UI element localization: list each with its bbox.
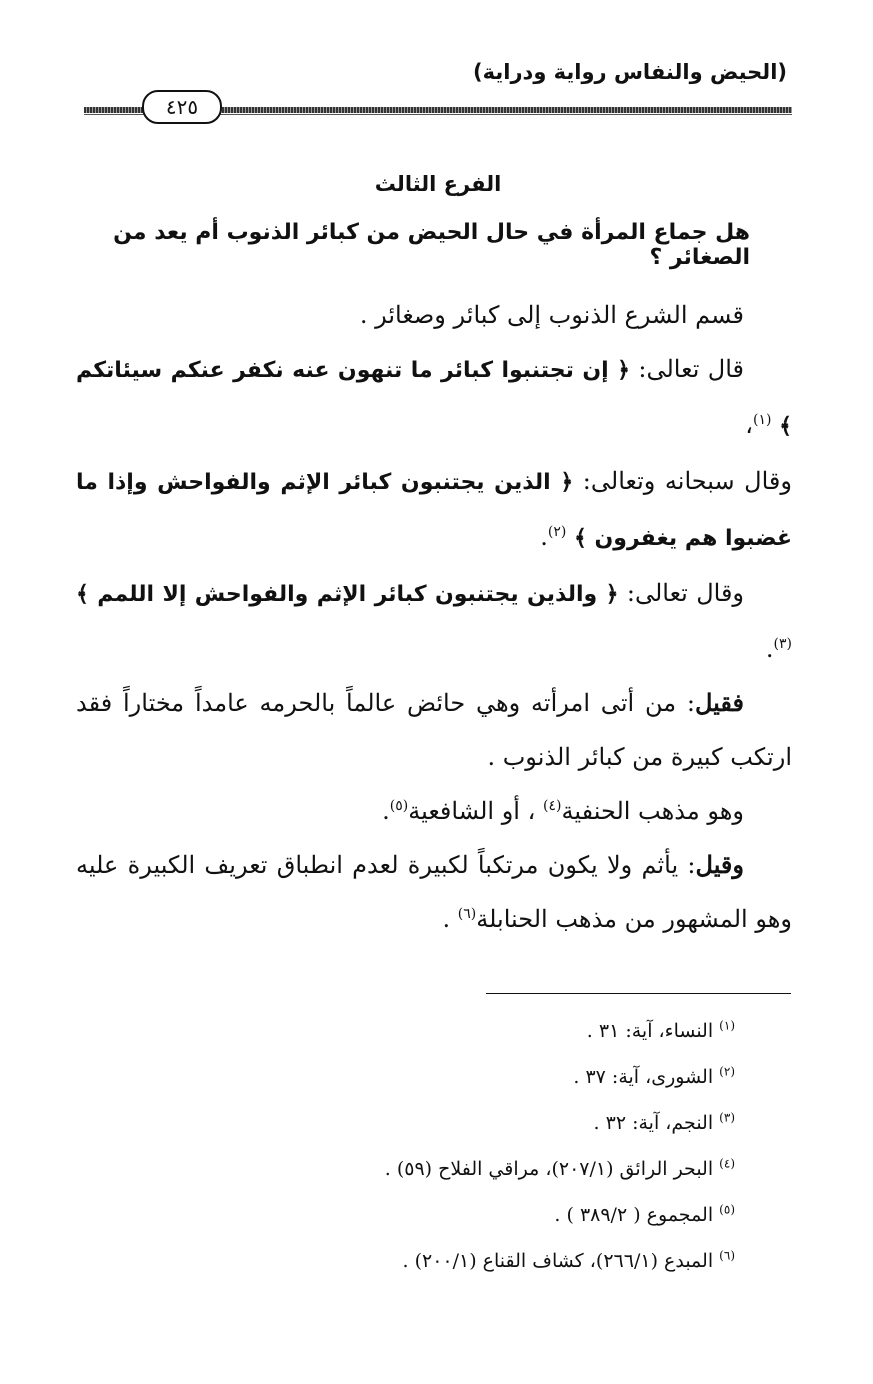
footnote-ref: (٤) [542, 798, 562, 814]
paragraph-7 [76, 838, 792, 946]
footnote-item [175, 1238, 735, 1284]
paragraph-1: قسم الشرع الذنوب إلى كبائر وصغائر . [359, 301, 744, 329]
paragraph-2 [76, 342, 792, 454]
section-question: هل جماع المرأة في حال الحيض من كبائر الذنوب أم يعد من الصغائر ؟ [113, 220, 750, 270]
page-number: ٤٢٥ [142, 90, 222, 124]
opinion-text: : من أتى امرأته وهي حائض عالماً بالحرمه عامداً مختاراً فقد ارتكب كبيرة من كبائر الذنوب . [76, 689, 792, 771]
punctuation: . [765, 635, 774, 663]
punctuation: . [540, 523, 548, 551]
footnote-ref: (٣) [773, 636, 792, 652]
footnotes [175, 1008, 735, 1284]
verse-quote: ﴿ إن تجتنبوا كبائر ما تنهون عنه نكفر عنكم سيئاتكم ﴾ [76, 358, 792, 439]
footnote-number: (٦) [719, 1248, 735, 1263]
running-header-title: (الحيض والنفاس رواية ودراية) [473, 60, 787, 84]
footnote-number: (٣) [719, 1110, 735, 1125]
footnote-item [175, 1192, 735, 1238]
footnote-text: البحر الرائق (٢٠٧/١)، مراقي الفلاح (٥٩) . [384, 1158, 714, 1180]
school-text: وهو مذهب الحنفية [561, 797, 744, 825]
footnote-number: (٢) [719, 1064, 735, 1079]
body-text [76, 288, 792, 946]
paragraph-5 [76, 676, 792, 784]
footnote-item [175, 1100, 735, 1146]
footnote-text: النساء، آية: ٣١ . [586, 1020, 714, 1042]
footnote-number: (١) [719, 1018, 735, 1033]
footnote-ref: (٢) [547, 524, 567, 540]
punctuation: ، [745, 411, 753, 439]
punctuation: . [442, 905, 458, 933]
footnote-item [175, 1146, 735, 1192]
verse-intro: وقال تعالى: [618, 579, 745, 607]
verse-intro: قال تعالى: [629, 355, 745, 383]
verse-quote: ﴿ والذين يجتنبون كبائر الإثم والفواحش إلا اللمم ﴾ [76, 582, 619, 607]
footnote-number: (٥) [719, 1202, 735, 1217]
footnote-text: المجموع ( ٣٨٩/٢ ) . [554, 1204, 714, 1226]
footnote-text: النجم، آية: ٣٢ . [593, 1112, 714, 1134]
paragraph-6 [76, 784, 792, 838]
section-title: الفرع الثالث [374, 172, 502, 196]
footnote-text: الشورى، آية: ٣٧ . [573, 1066, 714, 1088]
punctuation: . [382, 797, 390, 825]
footnote-item [175, 1054, 735, 1100]
verse-quote: ﴿ الذين يجتنبون كبائر الإثم والفواحش وإذا ما غضبوا هم يغفرون ﴾ [76, 470, 792, 551]
verse-intro: وقال سبحانه وتعالى: [573, 467, 792, 495]
footnote-ref: (٥) [389, 798, 409, 814]
footnote-item [175, 1008, 735, 1054]
opinion-lead: وقيل [695, 850, 744, 879]
opinion-lead: فقيل [694, 688, 744, 717]
paragraph-3 [76, 454, 792, 566]
footnote-ref: (٦) [457, 906, 477, 922]
footnote-number: (٤) [719, 1156, 735, 1171]
footnote-separator [486, 993, 791, 994]
paragraph-4 [76, 566, 792, 676]
footnote-ref: (١) [753, 412, 772, 428]
opinion-text: : يأثم ولا يكون مرتكباً لكبيرة لعدم انطباق تعريف الكبيرة عليه وهو المشهور من مذهب الحنابلة [76, 851, 792, 933]
footnote-text: المبدع (٢٦٦/١)، كشاف القناع (٢٠٠/١) . [402, 1250, 714, 1272]
school-text: ، أو الشافعية [408, 797, 543, 825]
